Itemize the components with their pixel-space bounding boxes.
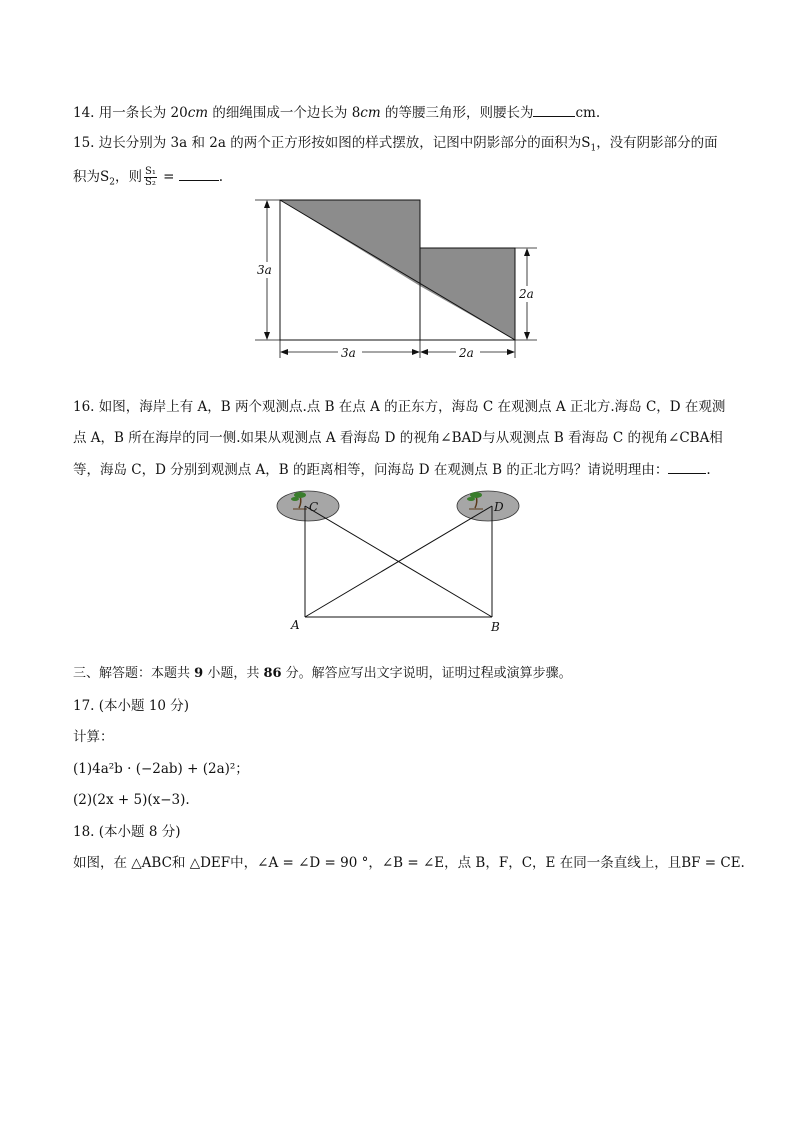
label-bottom-2a: 2a — [459, 346, 474, 360]
label-left-3a: 3a — [257, 263, 272, 277]
section-3-header — [73, 664, 572, 684]
q14-text-end: cm. — [575, 105, 601, 121]
q15-line1-sub: 1 — [590, 143, 597, 154]
island-c — [277, 491, 339, 521]
figure-15 — [245, 190, 545, 365]
q17-header: 17. (本小题 10 分) — [73, 698, 190, 714]
q15-line2-period: . — [218, 169, 224, 185]
label-bottom-3a: 3a — [341, 346, 356, 360]
question-16-line1 — [73, 397, 725, 417]
section3-text-mid: 小题，共 — [203, 666, 264, 681]
q14-answer-blank[interactable] — [533, 102, 575, 117]
q15-line2-end: = — [158, 169, 179, 185]
arrow-bl-left — [280, 349, 288, 355]
q14-text-before: 14. 用一条长为 20 — [73, 105, 188, 121]
section3-text-before: 三、解答题：本题共 — [73, 666, 195, 681]
q15-answer-blank[interactable] — [179, 166, 219, 181]
arrow-br-left — [420, 349, 428, 355]
question-15-line2 — [73, 166, 223, 193]
q15-frac-den: S₂ — [144, 177, 156, 188]
q17-intro: 计算： — [73, 729, 114, 745]
q14-text-mid: 的细绳围成一个边长为 8 — [208, 105, 361, 121]
q17-item2: (2)(2x + 5)(x−3). — [73, 792, 190, 808]
q16-answer-blank[interactable] — [668, 459, 706, 474]
label-d: D — [494, 500, 504, 514]
q15-line1: 15. 边长分别为 3a 和 2a 的两个正方形按如图的样式摆放，记图中阴影部分的面积为S — [73, 135, 591, 151]
q18-text: 如图，在 △ABC和 △DEF中，∠A = ∠D = 90 °，∠B = ∠E，点 B，F，C，E 在同一条直线上，且BF = CE. — [73, 855, 745, 871]
q14-text-after: 的等腰三角形，则腰长为 — [380, 105, 534, 121]
section3-text-after: 分。解答应写出文字说明，证明过程或演算步骤。 — [281, 666, 572, 681]
q17-item1: (1)4a²b · (−2ab) + (2a)²； — [73, 761, 249, 777]
q15-fraction — [144, 167, 157, 188]
question-14 — [73, 102, 600, 123]
q15-line2-mid: ，则 — [114, 169, 142, 185]
arrow-right-down — [524, 332, 530, 340]
q15-line2-sub: 2 — [109, 177, 115, 188]
figure-16 — [275, 485, 525, 640]
q15-line2-start: 积为S — [73, 169, 110, 185]
q14-unit2: cm — [360, 105, 381, 121]
question-15-line1 — [73, 133, 718, 159]
q16-line1: 16. 如图，海岸上有 A，B 两个观测点.点 B 在点 A 的正东方，海岛 C 在观测点 A 正北方.海岛 C，D 在观测 — [73, 399, 726, 415]
arrow-br-right — [507, 349, 515, 355]
label-c: C — [309, 500, 319, 514]
q14-unit1: cm — [187, 105, 209, 121]
section3-count: 9 — [194, 666, 204, 681]
arrow-right-up — [524, 248, 530, 256]
shaded-region-lower — [420, 248, 515, 340]
label-a: A — [291, 618, 300, 632]
label-right-2a: 2a — [519, 287, 534, 301]
q16-line2: 点 A，B 所在海岸的同一侧.如果从观测点 A 看海岛 D 的视角∠BAD与从观测点 B 看海岛 C 的视角∠CBA相 — [73, 430, 723, 446]
question-16-line2 — [73, 428, 723, 448]
q15-line1-end: ，没有阴影部分的面 — [596, 135, 718, 151]
arrow-left-down — [264, 332, 270, 340]
label-b: B — [491, 620, 500, 634]
q16-line3-end: . — [706, 462, 711, 478]
island-d — [457, 491, 519, 521]
arrow-bl-right — [412, 349, 420, 355]
arrow-left-up — [264, 200, 270, 208]
q15-frac-num: S₁ — [144, 166, 156, 177]
q16-line3: 等，海岛 C，D 分别到观测点 A，B 的距离相等，问海岛 D 在观测点 B 的正北方吗？请说明理由： — [73, 462, 669, 478]
section3-score: 86 — [263, 666, 282, 681]
question-16-line3 — [73, 459, 711, 480]
q18-header: 18. (本小题 8 分) — [73, 824, 181, 840]
